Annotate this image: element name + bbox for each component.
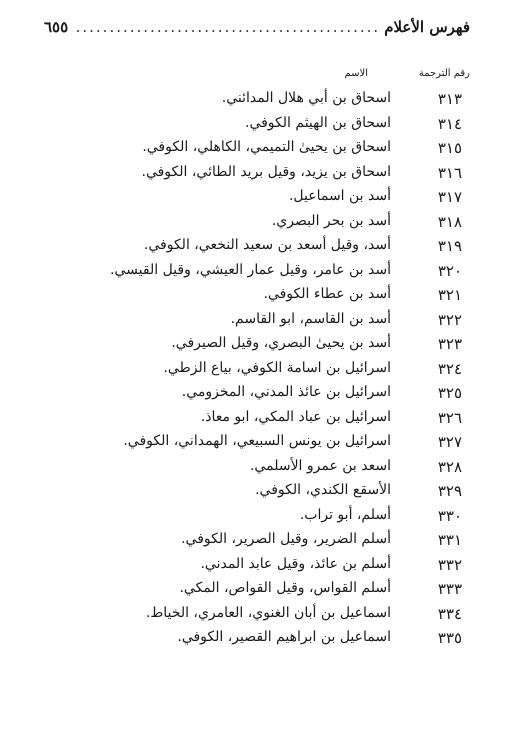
running-header [44, 18, 470, 36]
index-entry-row [0, 260, 516, 285]
index-entry-row [0, 137, 516, 162]
entry-number: ٣٢٨ [437, 457, 462, 476]
entry-number: ٣٢٩ [437, 482, 462, 500]
entry-name: اسحاق بن يزيد، وقيل بريد الطائي، الكوفي. [141, 163, 391, 180]
index-entry-row [0, 480, 516, 505]
index-entry-row [0, 333, 516, 358]
index-entry-row [0, 88, 516, 113]
index-entry-row [0, 407, 516, 432]
entry-name: اسحاق بن الهيثم الكوفي. [245, 114, 391, 131]
entry-number: ٣١٦ [437, 163, 462, 182]
index-entry-row [0, 382, 516, 407]
header-leader-dots [72, 18, 380, 36]
index-entry-row [0, 113, 516, 138]
entry-name: أسلم الضرير، وقيل الصرير، الكوفي. [181, 531, 391, 547]
index-entry-row [0, 186, 516, 211]
entry-name: أسد بن عامر، وقيل عمار العيشي، وقيل القيسي. [110, 261, 391, 278]
index-entry-row [0, 431, 516, 456]
entry-number: ٣١٨ [437, 212, 462, 231]
entry-name: أسد بن القاسم، ابو القاسم. [230, 310, 391, 327]
page-number: ٦٥٥ [44, 18, 69, 36]
entry-name: الأسقع الكندي، الكوفي. [255, 482, 391, 498]
entry-number: ٣٣٠ [437, 506, 462, 525]
entry-name: أسد بن بحر البصري. [271, 212, 391, 229]
entry-name: أسلم بن عائذ، وقيل عابد المدني. [200, 555, 391, 572]
entry-number: ٣٣٤ [437, 604, 462, 623]
entry-name: اسرائيل بن يونس السبيعي، الهمداني، الكوفي. [123, 433, 391, 449]
entry-number: ٣١٧ [437, 188, 462, 206]
entry-number: ٣٢٣ [437, 335, 462, 353]
index-entry-row [0, 162, 516, 187]
entry-number: ٣٢٠ [437, 261, 462, 280]
name-column-heading: الاسم [344, 68, 368, 79]
entry-number: ٣٣٥ [437, 629, 462, 647]
entry-number: ٣٢٧ [437, 433, 462, 451]
index-entry-row [0, 211, 516, 236]
entry-number: ٣٢١ [437, 286, 462, 304]
index-entry-row [0, 627, 516, 652]
entry-name: أسد بن عطاء الكوفي. [263, 286, 391, 302]
entry-name: اسعد بن عمرو الأسلمي. [249, 457, 391, 474]
index-entry-row [0, 235, 516, 260]
entry-number: ٣٢٢ [437, 310, 462, 329]
index-entry-row [0, 284, 516, 309]
entry-name: اسرائيل بن اسامة الكوفي، بياع الزطي. [163, 359, 391, 376]
entry-number: ٣٣١ [437, 531, 462, 549]
entry-number: ٣٢٤ [437, 359, 462, 378]
entry-number: ٣٣٢ [437, 555, 462, 574]
entry-name: اسماعيل بن أبان الغنوي، العامري، الخياط. [145, 604, 391, 621]
index-entry-row [0, 505, 516, 530]
entry-number: ٣١٥ [437, 139, 462, 157]
entry-number: ٣١٣ [437, 90, 462, 108]
index-entry-row [0, 358, 516, 383]
index-entry-row [0, 554, 516, 579]
entry-name: أسد، وقيل أسعد بن سعيد النخعي، الكوفي. [143, 237, 391, 253]
index-entry-row [0, 578, 516, 603]
index-entry-row [0, 603, 516, 628]
index-entry-list [0, 88, 516, 652]
column-headings [0, 68, 516, 84]
entry-number: ٣١٤ [437, 114, 462, 133]
entry-name: اسحاق بن يحيىٰ التميمي، الكاهلي، الكوفي. [142, 139, 391, 155]
entry-name: اسحاق بن أبي هلال المدائني. [221, 90, 391, 106]
index-entry-row [0, 456, 516, 481]
entry-number: ٣١٩ [437, 237, 462, 255]
entry-name: اسرائيل بن عباد المكي، ابو معاذ. [200, 408, 391, 425]
index-entry-row [0, 529, 516, 554]
number-column-heading: رقم الترجمة [418, 68, 470, 79]
entry-number: ٣٢٦ [437, 408, 462, 427]
entry-name: أسد بن يحيىٰ البصري، وقيل الصيرفي. [171, 335, 391, 351]
entry-name: أسلم القواس، وقيل القواص، المكي. [179, 580, 391, 596]
entry-name: اسرائيل بن عائذ المدني، المخزومي. [181, 384, 391, 400]
index-entry-row [0, 309, 516, 334]
entry-name: اسماعيل بن ابراهيم القصير، الكوفي. [177, 629, 391, 645]
entry-name: أسلم، أبو تراب. [299, 506, 391, 523]
entry-number: ٣٢٥ [437, 384, 462, 402]
entry-number: ٣٣٣ [437, 580, 462, 598]
header-title: فهرس الأعلام [384, 18, 470, 36]
entry-name: أسد بن اسماعيل. [288, 188, 391, 204]
